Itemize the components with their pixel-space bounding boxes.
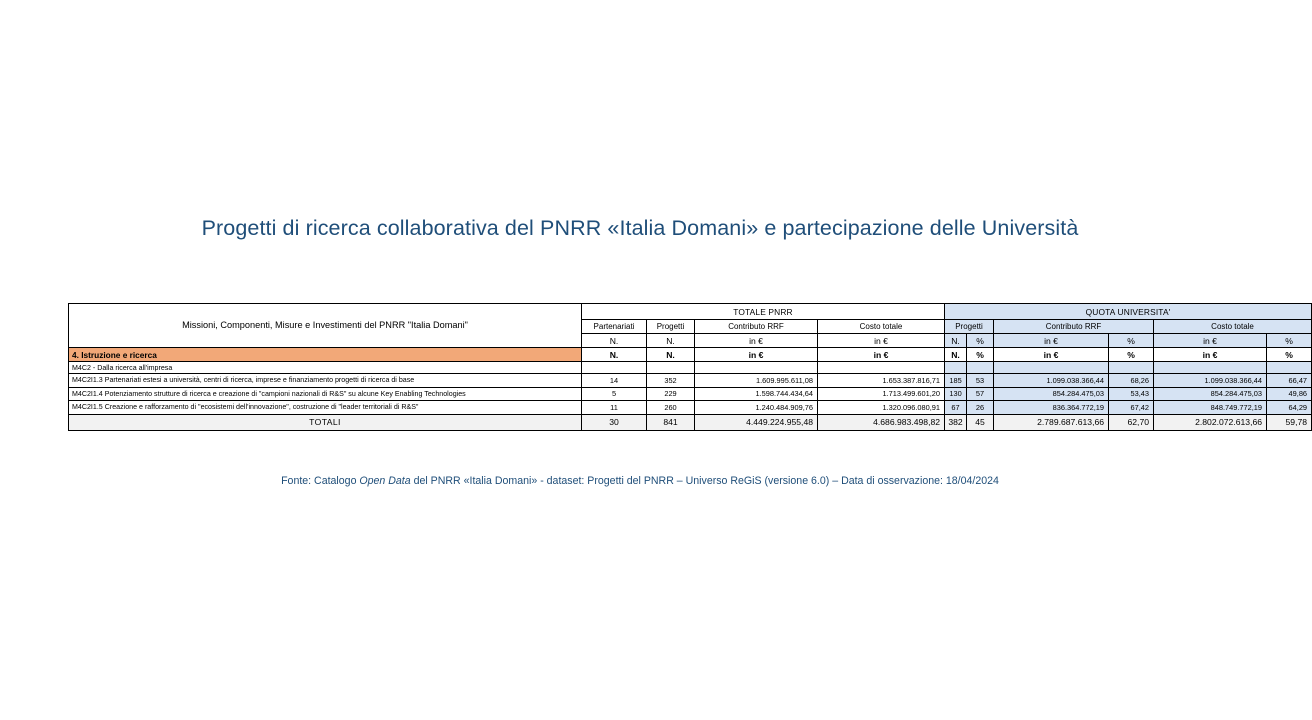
cell-partenariati: 14 — [582, 374, 647, 388]
cell-uni-costo-pct: 49,86 — [1267, 387, 1312, 401]
cell-uni-costo-eur: 848.749.772,19 — [1154, 401, 1267, 415]
data-table-container — [68, 303, 1308, 431]
unit-uni-rrf-eur: in € — [994, 334, 1109, 348]
component-cell-uni-rrf-pct — [1109, 362, 1154, 374]
totals-uni-costo-eur: 2.802.072.613,66 — [1154, 414, 1267, 430]
unit-uni-progetti-n: N. — [945, 334, 967, 348]
cell-uni-progetti-pct: 53 — [967, 374, 994, 388]
component-cell-uni-rrf-eur — [994, 362, 1109, 374]
component-cell-progetti — [647, 362, 695, 374]
totals-partenariati: 30 — [582, 414, 647, 430]
header-progetti: Progetti — [647, 320, 695, 334]
cell-uni-costo-pct: 66,47 — [1267, 374, 1312, 388]
table-row-mission — [69, 348, 1312, 362]
cell-uni-costo-eur: 1.099.038.366,44 — [1154, 374, 1267, 388]
mission-unit-progetti: N. — [647, 348, 695, 362]
mission-unit-uni-progetti-n: N. — [945, 348, 967, 362]
table-row — [69, 401, 1312, 415]
source-italic: Open Data — [359, 475, 411, 487]
totals-costo-totale: 4.686.983.498,82 — [818, 414, 945, 430]
totals-uni-rrf-pct: 62,70 — [1109, 414, 1154, 430]
unit-costo-totale: in € — [818, 334, 945, 348]
totals-uni-progetti-pct: 45 — [967, 414, 994, 430]
cell-uni-rrf-pct: 53,43 — [1109, 387, 1154, 401]
pnrr-table — [68, 303, 1312, 431]
cell-partenariati: 5 — [582, 387, 647, 401]
cell-uni-progetti-n: 67 — [945, 401, 967, 415]
component-cell-uni-progetti-pct — [967, 362, 994, 374]
totals-uni-progetti-n: 382 — [945, 414, 967, 430]
cell-progetti: 229 — [647, 387, 695, 401]
totals-progetti: 841 — [647, 414, 695, 430]
totals-contributo-rrf: 4.449.224.955,48 — [695, 414, 818, 430]
unit-uni-progetti-pct: % — [967, 334, 994, 348]
unit-progetti: N. — [647, 334, 695, 348]
cell-uni-progetti-pct: 26 — [967, 401, 994, 415]
mission-unit-uni-costo-eur: in € — [1154, 348, 1267, 362]
header-uni-contributo-rrf: Contributo RRF — [994, 320, 1154, 334]
table-header-group-row — [69, 304, 1312, 320]
cell-uni-progetti-n: 130 — [945, 387, 967, 401]
header-costo-totale: Costo totale — [818, 320, 945, 334]
source-prefix: Fonte: Catalogo — [281, 475, 360, 487]
cell-uni-rrf-eur: 836.364.772,19 — [994, 401, 1109, 415]
cell-uni-progetti-n: 185 — [945, 374, 967, 388]
table-row — [69, 387, 1312, 401]
component-cell-uni-costo-eur — [1154, 362, 1267, 374]
component-label: M4C2 - Dalla ricerca all'impresa — [69, 362, 582, 374]
row-label: M4C2I1.5 Creazione e rafforzamento di "ecosistemi dell'innovazione", costruzione di "leader territoriali di R&S" — [69, 401, 582, 415]
cell-uni-rrf-pct: 67,42 — [1109, 401, 1154, 415]
cell-contributo-rrf: 1.609.995.611,08 — [695, 374, 818, 388]
header-group-totale-pnrr: TOTALE PNRR — [582, 304, 945, 320]
mission-unit-uni-rrf-eur: in € — [994, 348, 1109, 362]
row-label: M4C2I1.3 Partenariati estesi a università, centri di ricerca, imprese e finanziamento progetti di ricerca di base — [69, 374, 582, 388]
mission-unit-uni-costo-pct: % — [1267, 348, 1312, 362]
totals-label: TOTALI — [69, 414, 582, 430]
cell-costo-totale: 1.320.096.080,91 — [818, 401, 945, 415]
cell-partenariati: 11 — [582, 401, 647, 415]
source-suffix: del PNRR «Italia Domani» - dataset: Progetti del PNRR – Universo ReGiS (versione 6.0) – Data di osservazione: 18/04/2024 — [410, 475, 999, 487]
mission-unit-contributo-rrf: in € — [695, 348, 818, 362]
unit-partenariati: N. — [582, 334, 647, 348]
component-cell-costo-totale — [818, 362, 945, 374]
cell-uni-costo-pct: 64,29 — [1267, 401, 1312, 415]
cell-uni-progetti-pct: 57 — [967, 387, 994, 401]
source-note — [0, 475, 1280, 487]
header-uni-progetti: Progetti — [945, 320, 994, 334]
totals-uni-costo-pct: 59,78 — [1267, 414, 1312, 430]
mission-unit-costo-totale: in € — [818, 348, 945, 362]
page-title: Progetti di ricerca collaborativa del PNRR «Italia Domani» e partecipazione delle Università — [201, 216, 1079, 240]
cell-uni-rrf-eur: 1.099.038.366,44 — [994, 374, 1109, 388]
unit-contributo-rrf: in € — [695, 334, 818, 348]
mission-unit-partenariati: N. — [582, 348, 647, 362]
table-row — [69, 374, 1312, 388]
cell-costo-totale: 1.713.499.601,20 — [818, 387, 945, 401]
cell-contributo-rrf: 1.240.484.909,76 — [695, 401, 818, 415]
unit-uni-rrf-pct: % — [1109, 334, 1154, 348]
mission-label: 4. Istruzione e ricerca — [69, 348, 582, 362]
cell-uni-rrf-pct: 68,26 — [1109, 374, 1154, 388]
table-row-totals — [69, 414, 1312, 430]
mission-unit-uni-rrf-pct: % — [1109, 348, 1154, 362]
cell-progetti: 352 — [647, 374, 695, 388]
table-row-component — [69, 362, 1312, 374]
header-label-column: Missioni, Componenti, Misure e Investimenti del PNRR "Italia Domani" — [69, 304, 582, 348]
component-cell-partenariati — [582, 362, 647, 374]
mission-unit-uni-progetti-pct: % — [967, 348, 994, 362]
cell-contributo-rrf: 1.598.744.434,64 — [695, 387, 818, 401]
component-cell-uni-progetti-n — [945, 362, 967, 374]
unit-uni-costo-pct: % — [1267, 334, 1312, 348]
component-cell-contributo-rrf — [695, 362, 818, 374]
cell-costo-totale: 1.653.387.816,71 — [818, 374, 945, 388]
totals-uni-rrf-eur: 2.789.687.613,66 — [994, 414, 1109, 430]
header-contributo-rrf: Contributo RRF — [695, 320, 818, 334]
cell-uni-costo-eur: 854.284.475,03 — [1154, 387, 1267, 401]
row-label: M4C2I1.4 Potenziamento strutture di ricerca e creazione di "campioni nazionali di R&S" su alcune Key Enabling Technologies — [69, 387, 582, 401]
cell-uni-rrf-eur: 854.284.475,03 — [994, 387, 1109, 401]
unit-uni-costo-eur: in € — [1154, 334, 1267, 348]
component-cell-uni-costo-pct — [1267, 362, 1312, 374]
header-partenariati: Partenariati — [582, 320, 647, 334]
header-group-quota-universita: QUOTA UNIVERSITA' — [945, 304, 1312, 320]
header-uni-costo-totale: Costo totale — [1154, 320, 1312, 334]
cell-progetti: 260 — [647, 401, 695, 415]
